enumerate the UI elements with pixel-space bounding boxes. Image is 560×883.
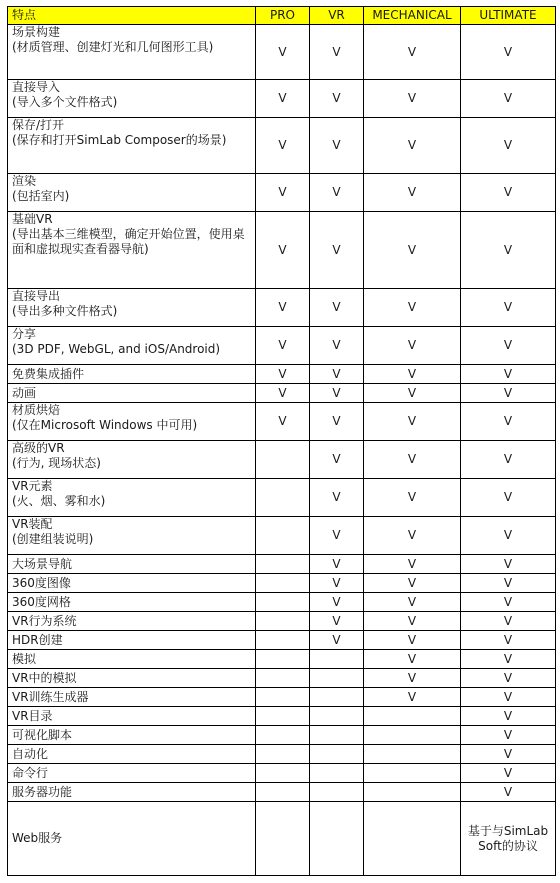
table-row [8, 802, 556, 876]
mechanical-mark: V [364, 212, 461, 289]
table-row [8, 764, 556, 783]
table-row [8, 688, 556, 707]
feature-name: 场景构建 [12, 25, 61, 39]
feature-cell [8, 745, 256, 764]
pro-mark [256, 593, 310, 612]
table-row [8, 707, 556, 726]
header-ultimate: ULTIMATE [461, 7, 556, 25]
vr-mark [310, 726, 364, 745]
table-row [8, 403, 556, 441]
feature-detail: (创建组装说明) [12, 532, 94, 546]
feature-name: VR装配 [12, 517, 53, 531]
vr-mark: V [310, 574, 364, 593]
pro-mark [256, 764, 310, 783]
mechanical-mark: V [364, 289, 461, 327]
feature-detail: (导出多种文件格式) [12, 304, 118, 318]
feature-detail: (导入多个文件格式) [12, 95, 118, 109]
pro-mark [256, 441, 310, 479]
feature-name: 材质烘焙 [12, 403, 61, 417]
ultimate-mark: V [461, 327, 556, 365]
feature-name: 基础VR [12, 212, 53, 226]
table-row [8, 669, 556, 688]
feature-name: 直接导入 [12, 80, 61, 94]
mechanical-mark: V [364, 612, 461, 631]
vr-mark: V [310, 365, 364, 384]
vr-mark: V [310, 80, 364, 118]
mechanical-mark [364, 783, 461, 802]
pro-mark [256, 707, 310, 726]
table-row [8, 555, 556, 574]
ultimate-mark: V [461, 441, 556, 479]
table-row [8, 441, 556, 479]
vr-mark [310, 783, 364, 802]
pro-mark [256, 650, 310, 669]
table-row [8, 726, 556, 745]
mechanical-mark: V [364, 403, 461, 441]
feature-name: 命令行 [12, 765, 49, 780]
mechanical-mark: V [364, 688, 461, 707]
pro-mark [256, 783, 310, 802]
feature-cell [8, 650, 256, 669]
feature-cell [8, 707, 256, 726]
mechanical-mark: V [364, 669, 461, 688]
vr-mark [310, 764, 364, 783]
table-row [8, 479, 556, 517]
header-mechanical: MECHANICAL [364, 7, 461, 25]
feature-detail: (火、烟、雾和水) [12, 494, 106, 508]
feature-name: HDR创建 [12, 632, 63, 647]
vr-mark: V [310, 174, 364, 212]
feature-cell [8, 365, 256, 384]
pro-mark [256, 555, 310, 574]
table-row [8, 517, 556, 555]
feature-detail: (包括室内) [12, 189, 70, 203]
vr-mark: V [310, 612, 364, 631]
vr-mark [310, 650, 364, 669]
table-row [8, 289, 556, 327]
ultimate-mark: V [461, 517, 556, 555]
table-row [8, 384, 556, 403]
pro-mark [256, 802, 310, 876]
table-row [8, 365, 556, 384]
mechanical-mark: V [364, 384, 461, 403]
mechanical-mark [364, 726, 461, 745]
pro-mark: V [256, 174, 310, 212]
feature-cell [8, 80, 256, 118]
feature-name: 动画 [12, 385, 37, 400]
ultimate-mark: V [461, 631, 556, 650]
ultimate-mark: V [461, 80, 556, 118]
table-row [8, 631, 556, 650]
pro-mark: V [256, 25, 310, 80]
table-row [8, 783, 556, 802]
feature-cell [8, 25, 256, 80]
table-row [8, 212, 556, 289]
pro-mark: V [256, 80, 310, 118]
feature-detail: (仅在Microsoft Windows 中可用) [12, 418, 198, 432]
vr-mark: V [310, 479, 364, 517]
pro-mark [256, 745, 310, 764]
vr-mark: V [310, 631, 364, 650]
feature-detail: (材质管理、创建灯光和几何图形工具) [12, 40, 214, 54]
feature-cell [8, 783, 256, 802]
table-row [8, 80, 556, 118]
feature-cell [8, 555, 256, 574]
feature-cell [8, 327, 256, 365]
feature-detail: (导出基本三维模型，确定开始位置，使用桌面和虚拟现实查看器导航) [12, 227, 245, 256]
ultimate-mark: V [461, 726, 556, 745]
mechanical-mark: V [364, 479, 461, 517]
table-row [8, 593, 556, 612]
feature-name: 360度网格 [12, 594, 71, 609]
mechanical-mark: V [364, 650, 461, 669]
ultimate-mark: V [461, 289, 556, 327]
mechanical-mark: V [364, 25, 461, 80]
vr-mark: V [310, 555, 364, 574]
mechanical-mark: V [364, 365, 461, 384]
pro-mark [256, 479, 310, 517]
ultimate-mark: V [461, 650, 556, 669]
ultimate-mark: V [461, 384, 556, 403]
mechanical-mark [364, 707, 461, 726]
feature-cell [8, 688, 256, 707]
feature-cell [8, 612, 256, 631]
table-row [8, 327, 556, 365]
pro-mark [256, 574, 310, 593]
vr-mark [310, 802, 364, 876]
table-row [8, 650, 556, 669]
ultimate-mark: V [461, 174, 556, 212]
feature-name: 直接导出 [12, 289, 61, 303]
header-vr: VR [310, 7, 364, 25]
ultimate-mark: V [461, 612, 556, 631]
feature-name: VR训练生成器 [12, 689, 89, 704]
mechanical-mark: V [364, 174, 461, 212]
feature-name: 高级的VR [12, 441, 65, 455]
mechanical-mark: V [364, 118, 461, 174]
feature-cell [8, 669, 256, 688]
vr-mark: V [310, 403, 364, 441]
ultimate-mark: V [461, 212, 556, 289]
table-row [8, 174, 556, 212]
ultimate-mark: V [461, 118, 556, 174]
feature-name: VR元素 [12, 479, 53, 493]
vr-mark: V [310, 212, 364, 289]
feature-detail: (3D PDF, WebGL, and iOS/Android) [12, 342, 221, 356]
mechanical-mark: V [364, 555, 461, 574]
feature-name: Web服务 [12, 831, 63, 845]
mechanical-mark: V [364, 574, 461, 593]
feature-cell [8, 802, 256, 876]
feature-cell [8, 517, 256, 555]
mechanical-mark: V [364, 593, 461, 612]
vr-mark: V [310, 289, 364, 327]
feature-name: 渲染 [12, 174, 37, 188]
pro-mark: V [256, 327, 310, 365]
vr-mark: V [310, 517, 364, 555]
pro-mark: V [256, 212, 310, 289]
table-row [8, 745, 556, 764]
feature-name: 保存/打开 [12, 118, 65, 132]
ultimate-mark: V [461, 403, 556, 441]
feature-name: 自动化 [12, 746, 49, 761]
pro-mark [256, 631, 310, 650]
mechanical-mark [364, 745, 461, 764]
feature-detail: (保存和打开SimLab Composer的场景) [12, 133, 227, 147]
feature-cell [8, 384, 256, 403]
pro-mark [256, 612, 310, 631]
feature-name: 免费集成插件 [12, 366, 85, 381]
feature-cell [8, 631, 256, 650]
pro-mark: V [256, 384, 310, 403]
feature-cell [8, 574, 256, 593]
table-header-row [8, 7, 556, 25]
vr-mark: V [310, 441, 364, 479]
feature-name: 大场景导航 [12, 556, 73, 571]
mechanical-mark: V [364, 441, 461, 479]
feature-name: 360度图像 [12, 575, 71, 590]
vr-mark [310, 669, 364, 688]
ultimate-mark: V [461, 745, 556, 764]
mechanical-mark: V [364, 327, 461, 365]
ultimate-mark: V [461, 783, 556, 802]
ultimate-mark: V [461, 688, 556, 707]
vr-mark: V [310, 327, 364, 365]
pro-mark: V [256, 118, 310, 174]
mechanical-mark [364, 802, 461, 876]
pro-mark [256, 517, 310, 555]
feature-name: 服务器功能 [12, 784, 73, 799]
feature-name: VR目录 [12, 708, 53, 723]
mechanical-mark: V [364, 631, 461, 650]
feature-name: 模拟 [12, 651, 37, 666]
feature-cell [8, 441, 256, 479]
mechanical-mark: V [364, 80, 461, 118]
vr-mark: V [310, 118, 364, 174]
vr-mark: V [310, 593, 364, 612]
feature-cell [8, 764, 256, 783]
ultimate-mark: V [461, 25, 556, 80]
feature-name: 可视化脚本 [12, 727, 73, 742]
pro-mark [256, 726, 310, 745]
feature-name: VR行为系统 [12, 613, 77, 628]
vr-mark: V [310, 25, 364, 80]
ultimate-mark: V [461, 764, 556, 783]
ultimate-mark: V [461, 707, 556, 726]
pro-mark [256, 669, 310, 688]
feature-cell [8, 479, 256, 517]
ultimate-mark: V [461, 365, 556, 384]
ultimate-mark: V [461, 479, 556, 517]
vr-mark [310, 745, 364, 764]
pro-mark [256, 688, 310, 707]
ultimate-mark: V [461, 669, 556, 688]
table-row [8, 25, 556, 80]
feature-cell [8, 174, 256, 212]
feature-cell [8, 726, 256, 745]
feature-name: 分享 [12, 327, 37, 341]
mechanical-mark: V [364, 517, 461, 555]
feature-detail: (行为, 现场状态) [12, 456, 101, 470]
vr-mark [310, 707, 364, 726]
vr-mark: V [310, 384, 364, 403]
feature-cell [8, 593, 256, 612]
ultimate-mark: V [461, 555, 556, 574]
pro-mark: V [256, 289, 310, 327]
header-features: 特点 [8, 7, 256, 25]
feature-comparison-table [7, 6, 556, 876]
feature-cell [8, 289, 256, 327]
header-pro: PRO [256, 7, 310, 25]
table-row [8, 612, 556, 631]
feature-name: VR中的模拟 [12, 670, 77, 685]
table-row [8, 574, 556, 593]
feature-cell [8, 403, 256, 441]
vr-mark [310, 688, 364, 707]
pro-mark: V [256, 403, 310, 441]
ultimate-mark: V [461, 574, 556, 593]
mechanical-mark [364, 764, 461, 783]
ultimate-note: 基于与SimLab Soft的协议 [461, 802, 556, 876]
feature-cell [8, 212, 256, 289]
feature-cell [8, 118, 256, 174]
ultimate-mark: V [461, 593, 556, 612]
table-row [8, 118, 556, 174]
pro-mark: V [256, 365, 310, 384]
